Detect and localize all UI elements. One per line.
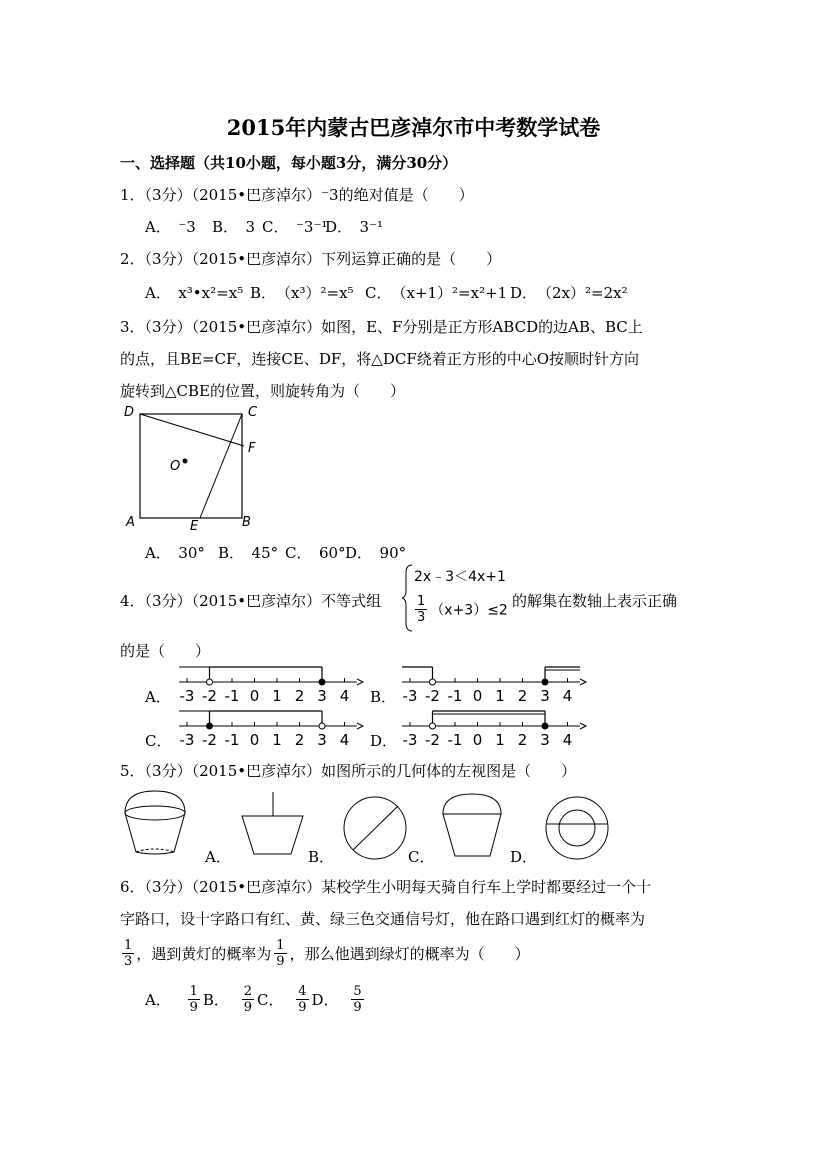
q1-stem: 1．（3分）（2015•巴彦淖尔）⁻3的绝对值是（ ） <box>120 186 474 204</box>
tick-label: 4 <box>562 687 573 705</box>
number-line-a <box>175 662 365 707</box>
q5-option-a: A． <box>205 848 231 866</box>
q4-prefix: 4．（3分）（2015•巴彦淖尔）不等式组 <box>120 592 382 610</box>
tick-label: -1 <box>447 731 463 749</box>
tick-label: 1 <box>272 731 282 749</box>
q3-option-a: A． 30° <box>145 544 205 562</box>
tick-label: -3 <box>402 731 418 749</box>
yellow-denominator: 9 <box>276 954 285 969</box>
number-line-c <box>175 706 365 751</box>
q5-option-c: C． <box>408 848 435 866</box>
q2-option-c: C． （x+1）²=x²+1 <box>365 284 508 302</box>
q6-end: ，那么他遇到绿灯的概率为（ ） <box>289 945 530 963</box>
q6-a-den: 9 <box>189 1000 198 1015</box>
number-line-d <box>398 706 590 751</box>
tick-label: 3 <box>317 731 327 749</box>
label-e: E <box>190 519 199 534</box>
q4-option-d-label: D． <box>370 732 398 750</box>
q5-option-d: D． <box>510 848 538 866</box>
axis-arrow <box>357 679 363 685</box>
q3-option-b: B． 45° <box>218 544 279 562</box>
label-f: F <box>248 441 256 456</box>
endpoint-3 <box>319 723 325 729</box>
tick-label: 0 <box>472 731 483 749</box>
page-title: 2015年内蒙古巴彦淖尔市中考数学试卷 <box>226 115 601 140</box>
q6-mid: ，遇到黄灯的概率为 <box>136 945 272 963</box>
q6-c-num: 4 <box>298 984 307 999</box>
axis-arrow <box>357 723 363 729</box>
label-d: D <box>124 405 135 420</box>
tick-label: 0 <box>472 687 483 705</box>
q3-line2: 的点，且BE=CF，连接CE、DF，将△DCF绕着正方形的中心O按顺时针方向 <box>120 350 640 368</box>
tick-label: -1 <box>224 687 240 705</box>
q6-c-den: 9 <box>298 1000 307 1015</box>
tick-label: -1 <box>447 687 463 705</box>
label-c: C <box>248 405 258 420</box>
q4-line2: 的是（ ） <box>120 642 211 660</box>
tick-label: 4 <box>339 731 350 749</box>
tick-label: 3 <box>317 687 327 705</box>
tick-label: -1 <box>224 731 240 749</box>
q2-option-b: B． （x³）²=x⁵ <box>250 284 354 302</box>
q4-suffix: 的解集在数轴上表示正确 <box>512 592 678 610</box>
inequality-1: 2x﹣3＜4x+1 <box>414 569 506 585</box>
q3-line1: 3．（3分）（2015•巴彦淖尔）如图，E、F分别是正方形ABCD的边AB、BC上 <box>120 318 643 336</box>
endpoint-3 <box>319 679 325 685</box>
q6-option-d-label: D． <box>311 991 339 1009</box>
red-denominator: 3 <box>124 954 133 969</box>
number-line-b <box>398 662 590 707</box>
tick-label: -2 <box>425 687 440 705</box>
tick-label: 2 <box>294 731 305 749</box>
tick-label: 0 <box>249 731 260 749</box>
tick-label: 4 <box>562 731 573 749</box>
red-numerator: 1 <box>124 938 133 953</box>
q6-line2: 字路口，设十字路口有红、黄、绿三色交通信号灯，他在路口遇到红灯的概率为 <box>120 910 646 928</box>
inequality-2 <box>412 594 508 625</box>
ineq2-denominator: 3 <box>417 610 426 625</box>
tick-label: 4 <box>339 687 350 705</box>
q2-option-a: A． x³•x²=x⁵ <box>145 284 244 302</box>
ineq2-numerator: 1 <box>417 594 426 609</box>
label-o: O <box>170 459 181 474</box>
q6-options <box>145 984 367 1015</box>
tick-label: -3 <box>179 731 195 749</box>
yellow-numerator: 1 <box>276 938 285 953</box>
q3-option-c: C． 60° <box>285 544 346 562</box>
geometry-figures <box>118 788 618 863</box>
axis-arrow <box>580 723 586 729</box>
q6-a-num: 1 <box>189 984 198 999</box>
section-heading: 一、选择题（共10小题，每小题3分，满分30分） <box>120 154 458 172</box>
q6-line3 <box>122 938 530 969</box>
q1-option-c: C． ⁻3⁻¹ <box>262 218 328 236</box>
q3-option-d: D． 90° <box>345 544 407 562</box>
axis-arrow <box>580 679 586 685</box>
q4-option-c-label: C． <box>145 732 172 750</box>
endpoint-3 <box>542 679 548 685</box>
tick-label: -3 <box>402 687 418 705</box>
label-a: A <box>126 515 135 530</box>
tick-label: 2 <box>517 687 528 705</box>
ineq2-rest: （x+3）≤2 <box>430 602 508 619</box>
endpoint-minus2 <box>430 679 436 685</box>
tick-label: -2 <box>202 731 217 749</box>
square-figure <box>118 400 268 535</box>
q2-option-d: D． （2x）²=2x² <box>510 284 628 302</box>
q6-option-b-label: B． <box>202 991 229 1009</box>
tick-label: 1 <box>495 687 505 705</box>
tick-label: 3 <box>540 687 550 705</box>
tick-label: -3 <box>179 687 195 705</box>
q6-option-a-label: A． <box>145 991 171 1009</box>
tick-label: 2 <box>517 731 528 749</box>
tick-label: -2 <box>425 731 440 749</box>
q6-d-den: 9 <box>353 1000 362 1015</box>
q1-option-b: B． 3 <box>212 218 256 236</box>
q1-option-d: D． 3⁻¹ <box>325 218 384 236</box>
q6-b-num: 2 <box>243 984 252 999</box>
q2-stem: 2．（3分）（2015•巴彦淖尔）下列运算正确的是（ ） <box>120 250 502 268</box>
endpoint-minus2 <box>207 679 213 685</box>
q6-d-num: 5 <box>353 984 362 999</box>
tick-label: 0 <box>249 687 260 705</box>
q1-option-a: A． ⁻3 <box>145 218 196 236</box>
q5-option-b: B． <box>308 848 335 866</box>
tick-label: 1 <box>495 731 505 749</box>
endpoint-minus2 <box>207 723 213 729</box>
q4-option-b-label: B． <box>370 688 397 706</box>
tick-label: 1 <box>272 687 282 705</box>
q6-option-c-label: C． <box>257 991 284 1009</box>
q4-option-a-label: A． <box>145 688 171 706</box>
q6-b-den: 9 <box>243 1000 252 1015</box>
tick-label: 3 <box>540 731 550 749</box>
endpoint-3 <box>542 723 548 729</box>
q6-line1: 6．（3分）（2015•巴彦淖尔）某校学生小明每天骑自行车上学时都要经过一个十 <box>120 878 652 896</box>
endpoint-minus2 <box>430 723 436 729</box>
label-b: B <box>242 515 251 530</box>
tick-label: -2 <box>202 687 217 705</box>
q5-stem: 5．（3分）（2015•巴彦淖尔）如图所示的几何体的左视图是（ ） <box>120 762 577 780</box>
tick-label: 2 <box>294 687 305 705</box>
q3-line3: 旋转到△CBE的位置，则旋转角为（ ） <box>120 382 405 400</box>
